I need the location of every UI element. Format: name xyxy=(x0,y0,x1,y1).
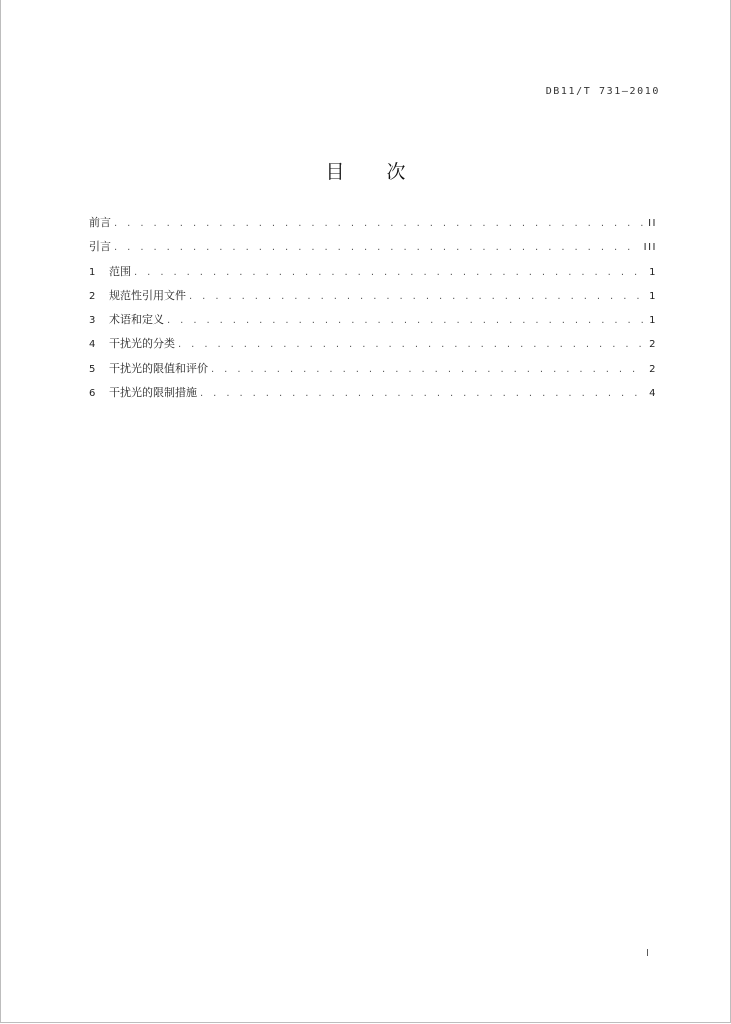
toc-leader-dots xyxy=(114,242,640,253)
toc-leader-dots xyxy=(134,267,645,278)
toc-leader-dots xyxy=(211,364,645,375)
toc-entry-number: 6 xyxy=(89,388,96,400)
toc-entry-label: 引言 xyxy=(89,240,111,254)
toc-entry-limiting-measures[interactable] xyxy=(89,384,657,408)
toc-title-part2: 次 xyxy=(386,161,406,183)
toc-leader-dots xyxy=(200,388,645,399)
toc-entry-label: 干扰光的限值和评价 xyxy=(109,361,208,375)
toc-entry-label: 术语和定义 xyxy=(109,313,164,327)
toc-entry-normative-references[interactable] xyxy=(89,287,657,311)
toc-entry-introduction[interactable] xyxy=(89,238,657,262)
toc-entry-label: 范围 xyxy=(109,264,131,278)
toc-entry-page: III xyxy=(643,242,657,254)
toc-title-part1: 目 xyxy=(325,161,345,183)
toc-leader-dots xyxy=(178,339,645,350)
toc-entry-page: 1 xyxy=(649,266,657,278)
toc-entry-number: 5 xyxy=(89,363,96,375)
toc-entry-label: 干扰光的分类 xyxy=(109,337,175,351)
page-number: I xyxy=(646,948,649,959)
toc-entry-page: 2 xyxy=(649,339,657,351)
toc-title xyxy=(1,157,730,184)
toc-entry-classification[interactable] xyxy=(89,335,657,359)
toc-entry-preface[interactable] xyxy=(89,214,657,238)
table-of-contents xyxy=(89,214,657,408)
toc-entry-label: 干扰光的限制措施 xyxy=(109,386,197,400)
toc-entry-page: 1 xyxy=(649,315,657,327)
toc-entry-number: 2 xyxy=(89,290,96,302)
toc-entry-scope[interactable] xyxy=(89,263,657,287)
toc-leader-dots xyxy=(114,218,644,229)
toc-entry-page: 4 xyxy=(649,388,657,400)
toc-entry-label: 规范性引用文件 xyxy=(109,288,186,302)
toc-entry-page: 2 xyxy=(649,363,657,375)
toc-entry-number: 4 xyxy=(89,339,96,351)
toc-entry-number: 3 xyxy=(89,315,96,327)
toc-entry-limits-evaluation[interactable] xyxy=(89,360,657,384)
toc-entry-page: 1 xyxy=(649,290,657,302)
toc-entry-terms-definitions[interactable] xyxy=(89,311,657,335)
toc-entry-number: 1 xyxy=(89,266,96,278)
toc-entry-page: II xyxy=(648,218,657,229)
standard-code: DB11/T 731—2010 xyxy=(545,86,660,97)
toc-entry-label: 前言 xyxy=(89,216,111,229)
toc-leader-dots xyxy=(167,315,645,326)
toc-leader-dots xyxy=(189,291,645,302)
